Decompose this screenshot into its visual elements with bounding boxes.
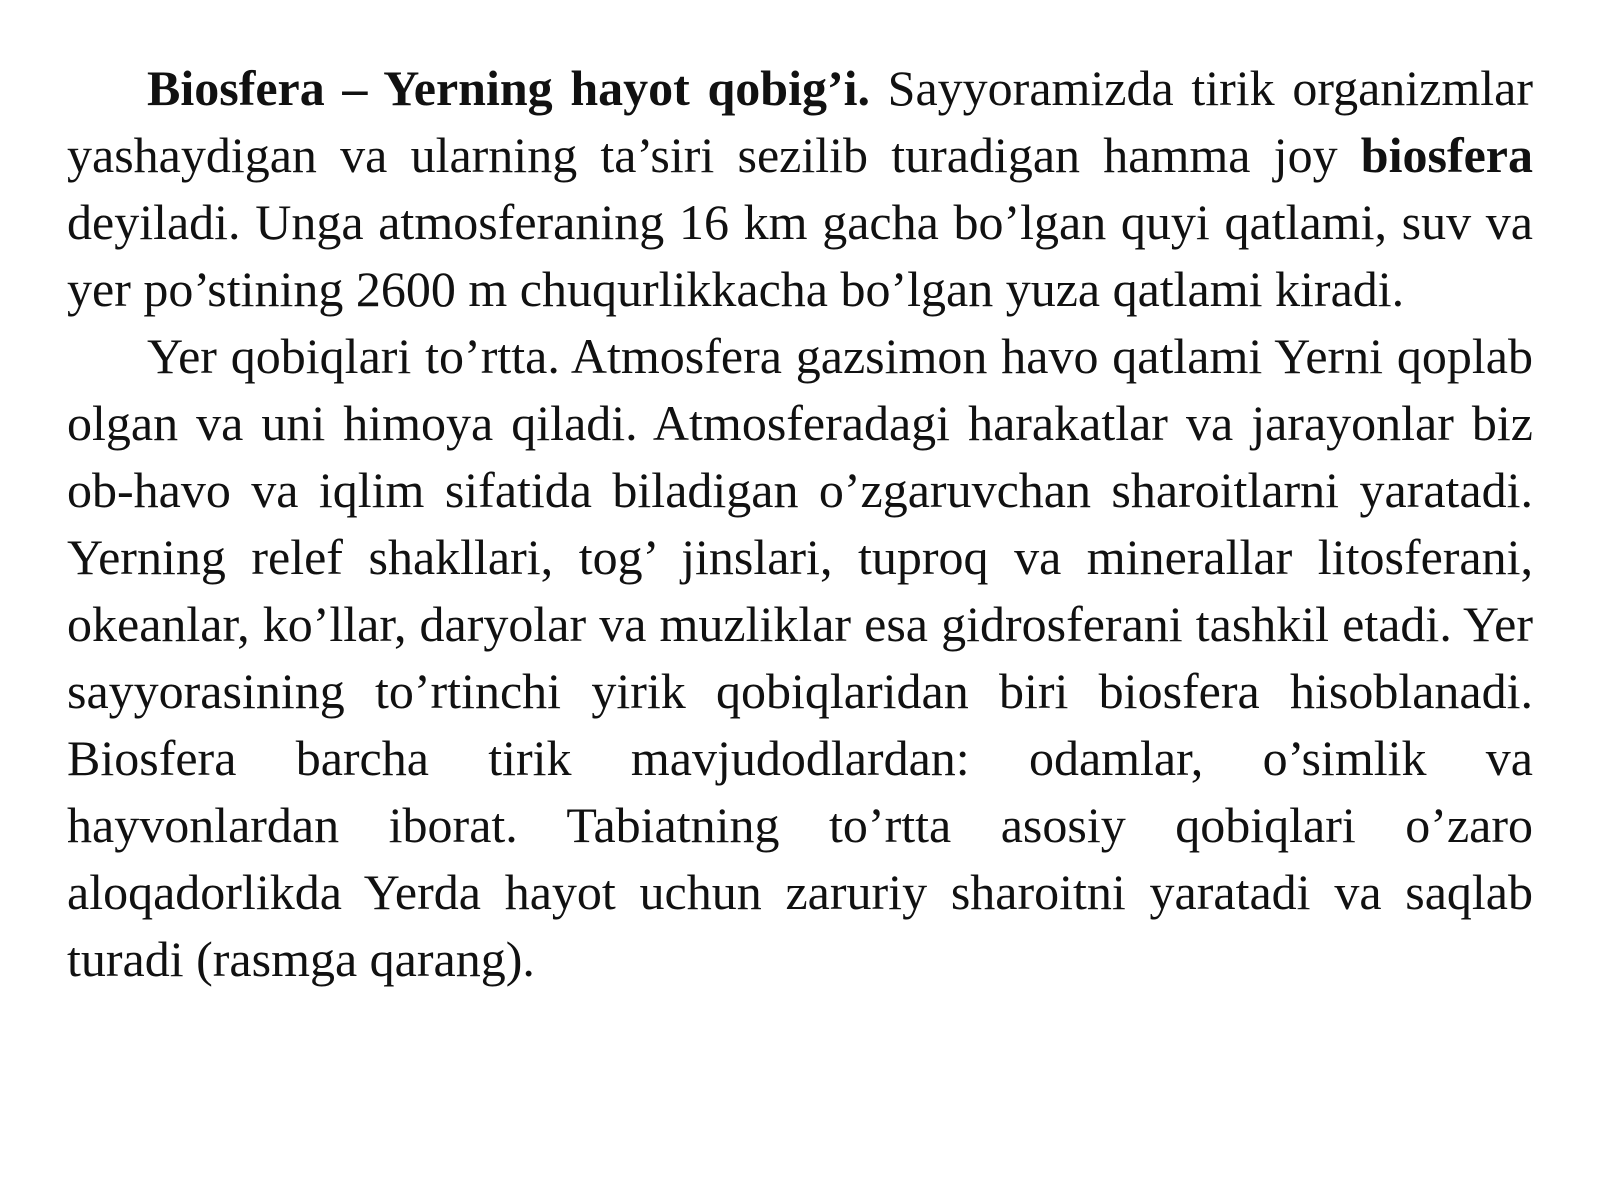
paragraph-heading: Biosfera – Yerning hayot qobig’i. bbox=[147, 60, 871, 116]
bold-term: biosfera bbox=[1360, 127, 1533, 183]
paragraph-text: Sayyoramizda tirik organizmlar yashaydigan va ularning ta’siri sezilib turadigan hamma joy bbox=[67, 60, 1533, 183]
paragraph-text: Yer qobiqlari to’rtta. Atmosfera gazsimon havo qatlami Yerni qoplab olgan va uni himoya qiladi. Atmosferadagi harakatlar va jarayonlar biz ob-havo va iqlim sifatida biladigan o’zgaruvchan sharoitlarni yaratadi. Yerning relef shakllari, tog’ jinslari, tuproq va minerallar litosferani, okeanlar, ko’llar, daryolar va muzliklar esa gidrosferani tashkil etadi. Yer sayyorasining to’rtinchi yirik qobiqlaridan biri biosfera hisoblanadi. Biosfera barcha tirik mavjudodlardan: odamlar, o’simlik va hayvonlardan iborat. Tabiatning to’rtta asosiy qobiqlari o’zaro aloqadorlikda Yerda hayot uchun zaruriy sharoitni yaratadi va saqlab turadi (rasmga qarang). bbox=[67, 328, 1533, 987]
paragraph-text: deyiladi. Unga atmosferaning 16 km gacha bo’lgan quyi qatlami, suv va yer po’stining 2600 m chuqurlikkacha bo’lgan yuza qatlami kiradi. bbox=[67, 194, 1533, 317]
document-body bbox=[67, 55, 1533, 993]
paragraph-earth-shells bbox=[67, 323, 1533, 993]
paragraph-biosphere-definition bbox=[67, 55, 1533, 323]
